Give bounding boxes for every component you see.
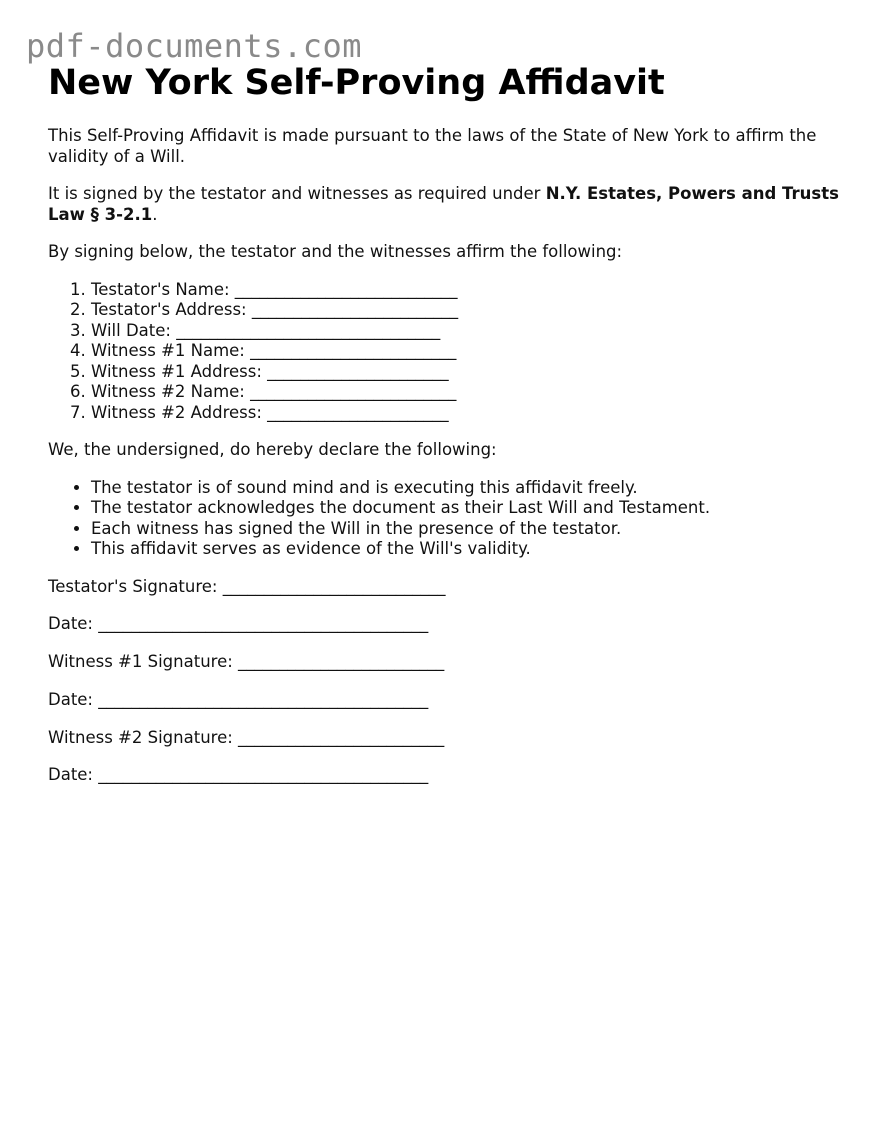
witness2-date-line: Date: ________________________________________ [48, 765, 429, 785]
field-witness2-name: 6. Witness #2 Name: _________________________ [91, 382, 848, 403]
witness2-signature-line: Witness #2 Signature: _________________________ [48, 727, 445, 747]
affirmation-field-list [48, 280, 848, 424]
affirm-intro: By signing below, the testator and the witnesses affirm the following: [48, 242, 623, 261]
document-body [48, 62, 848, 786]
declaration-item: • Each witness has signed the Will in the presence of the testator. [91, 519, 848, 540]
declaration-list [48, 478, 848, 560]
testator-signature-line: Testator's Signature: ___________________________ [48, 576, 446, 596]
watermark-text: pdf-documents.com [26, 27, 363, 65]
field-witness2-address: 7. Witness #2 Address: ______________________ [91, 403, 848, 424]
intro-paragraph: This Self-Proving Affidavit is made pursuant to the laws of the State of New York to affirm the validity of a Will. [48, 126, 817, 166]
declaration-item: • The testator is of sound mind and is executing this affidavit freely. [91, 478, 848, 499]
testator-date-line: Date: ________________________________________ [48, 614, 429, 634]
document-title: New York Self-Proving Affidavit [48, 63, 665, 103]
legal-citation: N.Y. Estates, Powers and Trusts Law § 3-2.1 [48, 184, 839, 224]
witness1-date-line: Date: ________________________________________ [48, 689, 429, 709]
legal-basis-suffix: . [152, 204, 158, 224]
witness1-signature-line: Witness #1 Signature: _________________________ [48, 652, 445, 672]
declaration-item: • This affidavit serves as evidence of the Will's validity. [91, 539, 848, 560]
field-witness1-name: 4. Witness #1 Name: _________________________ [91, 341, 848, 362]
field-witness1-address: 5. Witness #1 Address: ______________________ [91, 362, 848, 383]
declare-intro: We, the undersigned, do hereby declare the following: [48, 440, 497, 459]
legal-basis-paragraph [48, 184, 848, 225]
legal-basis-prefix: It is signed by the testator and witnesses as required under [48, 184, 546, 203]
declaration-item: • The testator acknowledges the document as their Last Will and Testament. [91, 498, 848, 519]
field-will-date: 3. Will Date: ________________________________ [91, 321, 848, 342]
field-testator-name: 1. Testator's Name: ___________________________ [91, 280, 848, 301]
field-testator-address: 2. Testator's Address: _________________________ [91, 300, 848, 321]
